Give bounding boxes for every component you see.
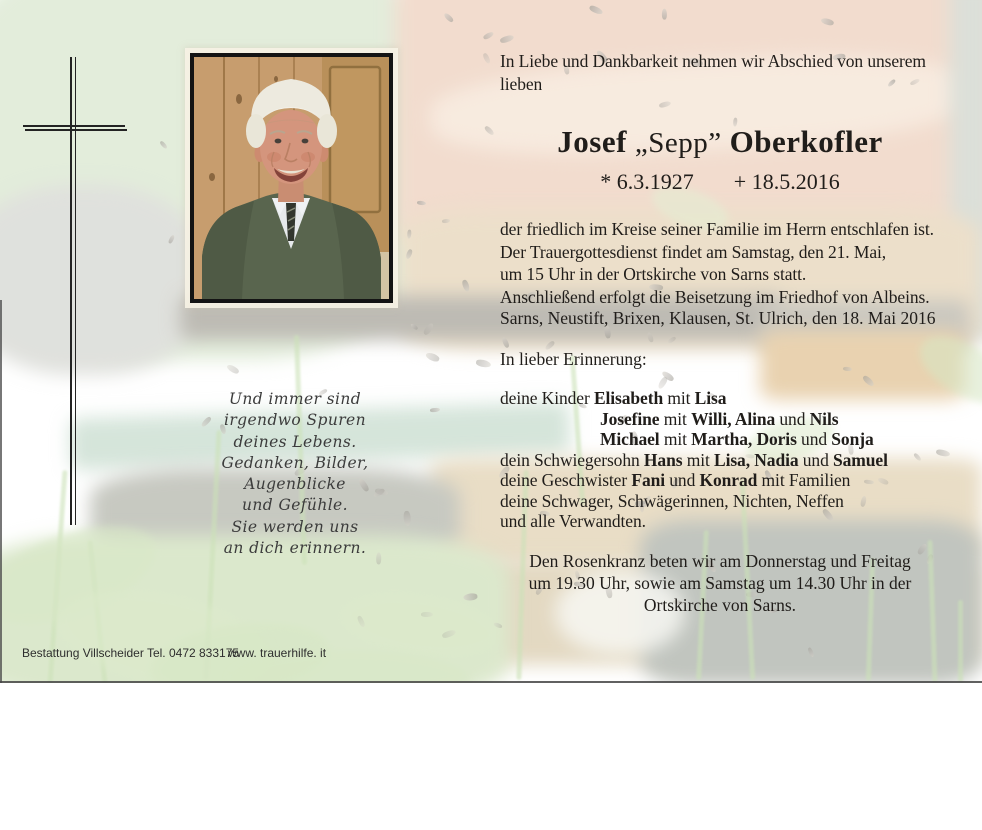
first-name: Josef bbox=[557, 124, 627, 159]
poem-line: an dich erinnern. bbox=[223, 539, 367, 558]
family-line: deine Schwager, Schwägerinnen, Nichten, Neffen bbox=[500, 490, 844, 511]
poem-line: Sie werden uns bbox=[231, 517, 359, 536]
portrait-photo bbox=[190, 53, 393, 303]
portrait-illustration bbox=[194, 57, 389, 299]
family-list bbox=[500, 388, 888, 532]
birth-date: * 6.3.1927 bbox=[600, 169, 694, 194]
poem-line: Augenblicke bbox=[244, 475, 346, 494]
rosary-line: Ortskirche von Sarns. bbox=[643, 594, 797, 615]
poem-line: deines Lebens. bbox=[233, 432, 357, 451]
poem-line: Und immer sind bbox=[228, 390, 362, 408]
family-line: deine Geschwister Fani und Konrad mit Familien bbox=[500, 470, 851, 490]
photo-left-edge bbox=[0, 300, 2, 683]
funeral-home-info: Bestattung Villscheider Tel. 0472 833175 bbox=[22, 646, 240, 660]
deceased-name bbox=[500, 124, 940, 160]
photo-bottom-edge bbox=[0, 681, 982, 683]
obituary-line: Anschließend erfolgt die Beisetzung im Friedhof von Albeins. bbox=[500, 286, 930, 307]
intro-line: lieben bbox=[500, 74, 543, 94]
obituary-line: der friedlich im Kreise seiner Familie im Herrn entschlafen ist. bbox=[500, 219, 934, 239]
obituary-text bbox=[500, 218, 934, 308]
obituary-line: Der Trauergottesdienst findet am Samstag, den 21. Mai, bbox=[500, 241, 887, 262]
footer bbox=[0, 646, 500, 666]
rosary-line: Den Rosenkranz beten wir am Donnerstag und Freitag bbox=[529, 551, 911, 571]
death-date: + 18.5.2016 bbox=[733, 169, 840, 194]
website-text: www. trauerhilfe. it bbox=[228, 646, 327, 660]
poem bbox=[183, 389, 407, 559]
family-line: dein Schwiegersohn Hans mit Lisa, Nadia und Samuel bbox=[500, 449, 888, 470]
date-place-line: Sarns, Neustift, Brixen, Klausen, St. Ulrich, den 18. Mai 2016 bbox=[500, 308, 936, 328]
family-line: Josefine mit Willi, Alina und Nils bbox=[600, 408, 839, 429]
obituary-line: um 15 Uhr in der Ortskirche von Sarns statt. bbox=[500, 264, 807, 284]
rosary-line: um 19.30 Uhr, sowie am Samstag um 14.30 Uhr in der bbox=[528, 572, 912, 593]
life-dates bbox=[500, 169, 940, 195]
last-name: Oberkofler bbox=[729, 124, 883, 159]
poem-line: und Gefühle. bbox=[242, 496, 348, 515]
family-line: Michael mit Martha, Doris und Sonja bbox=[600, 429, 874, 449]
nickname: „Sepp” bbox=[634, 127, 722, 159]
remembrance-heading: In lieber Erinnerung: bbox=[500, 349, 647, 369]
intro-text bbox=[500, 50, 926, 96]
rosary-text bbox=[505, 551, 935, 616]
poem-line: irgendwo Spuren bbox=[224, 411, 366, 430]
intro-line: In Liebe und Dankbarkeit nehmen wir Abschied von unserem bbox=[500, 51, 926, 71]
poem-line: Gedanken, Bilder, bbox=[221, 453, 369, 472]
family-line: deine Kinder Elisabeth mit Lisa bbox=[500, 388, 727, 408]
family-line: und alle Verwandten. bbox=[500, 511, 646, 531]
